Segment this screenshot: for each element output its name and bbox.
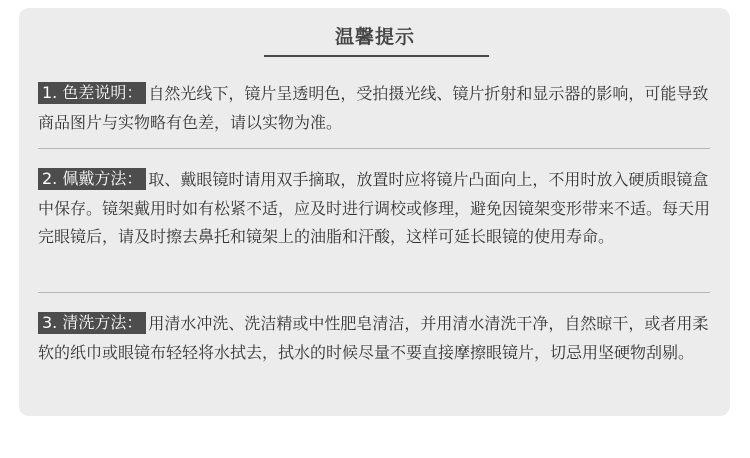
section-label: 2. 佩戴方法： (38, 168, 146, 190)
title-underline (264, 55, 489, 57)
divider (38, 148, 710, 149)
section-color-difference (38, 80, 718, 137)
section-wearing-method (38, 166, 718, 252)
section-label: 1. 色差说明： (38, 82, 146, 104)
divider (38, 292, 710, 293)
page-title: 温馨提示 (334, 26, 415, 48)
section-text: 取、戴眼镜时请用双手摘取，放置时应将镜片凸面向上，不用时放入硬质眼镜盒中保存。镜架戴用时如有松紧不适，应及时进行调校或修理，避免因镜架变形带来不适。每天用完眼镜后，请及时擦去鼻托和镜架上的油脂和汗酸，这样可延长眼镜的使用寿命。 (38, 170, 711, 246)
section-text: 自然光线下，镜片呈透明色，受拍摄光线、镜片折射和显示器的影响，可能导致商品图片与实物略有色差，请以实物为准。 (38, 84, 709, 132)
section-cleaning-method (38, 310, 718, 367)
section-label: 3. 清洗方法： (38, 312, 146, 334)
section-text: 用清水冲洗、洗洁精或中性肥皂清洁，并用清水清洗干净，自然晾干，或者用柔软的纸巾或眼镜布轻轻将水拭去，拭水的时候尽量不要直接摩擦眼镜片，切忌用坚硬物刮剔。 (38, 314, 709, 362)
